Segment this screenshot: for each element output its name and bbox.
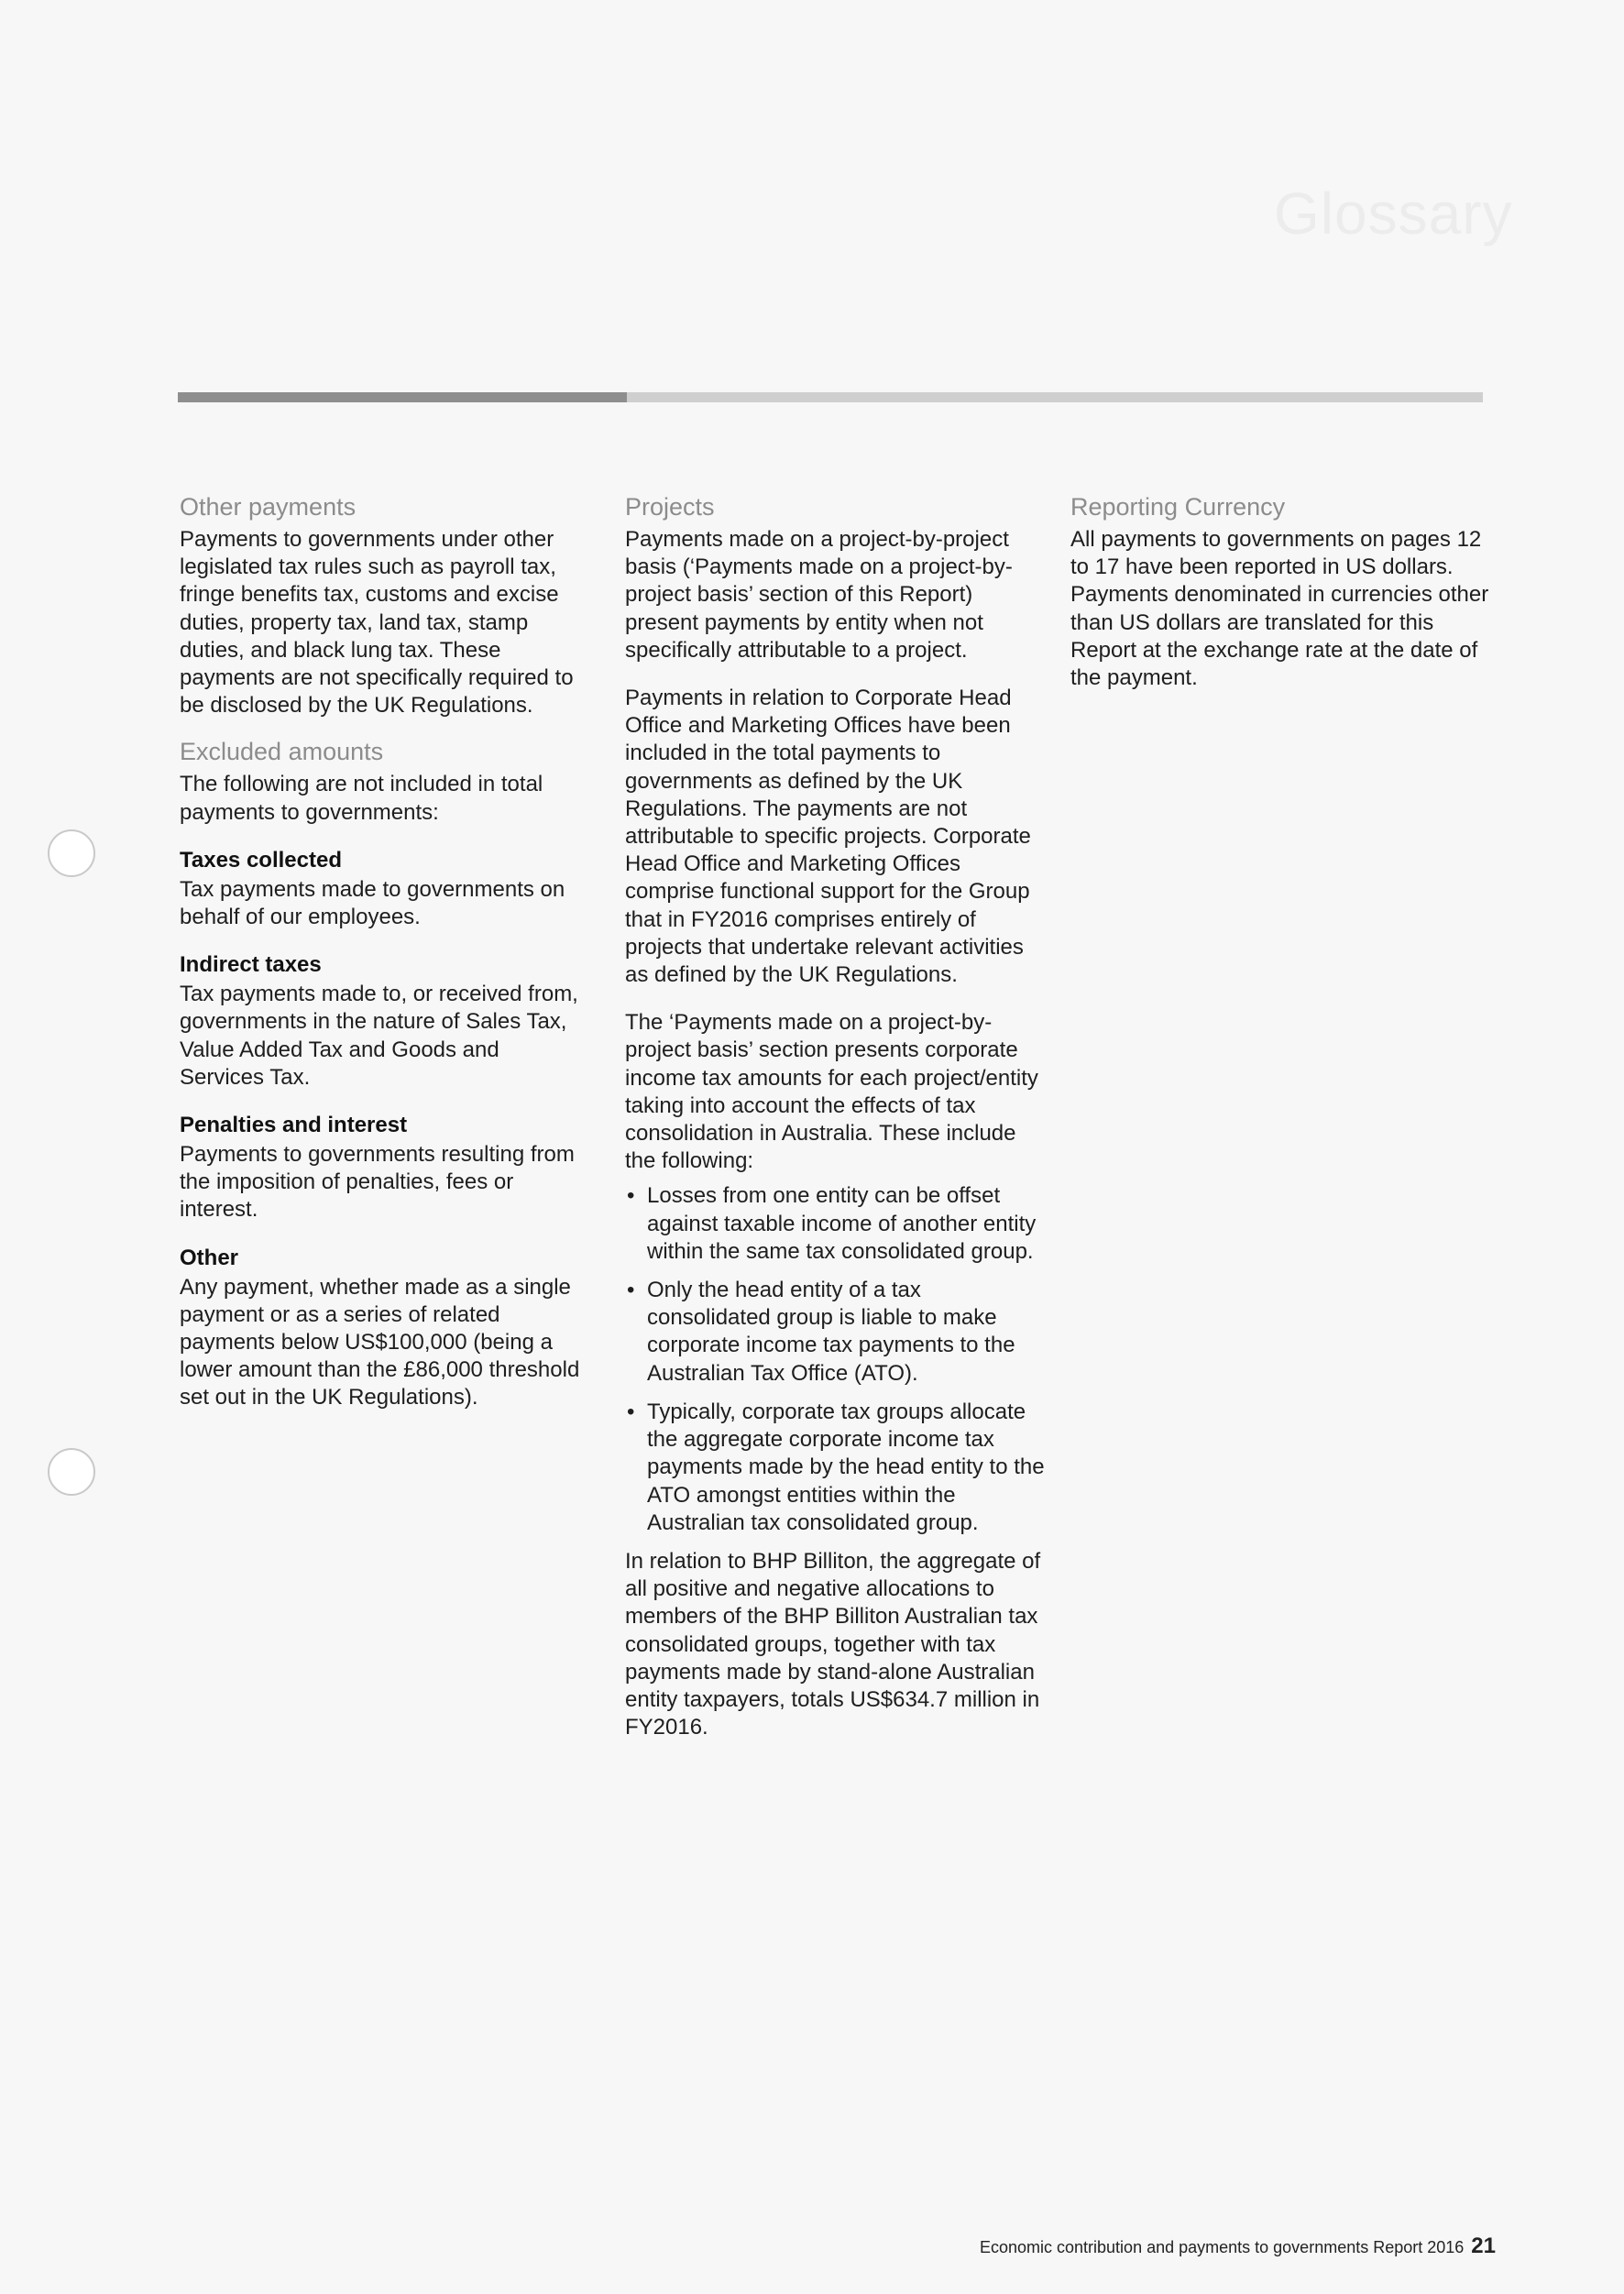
other-payments-heading: Other payments <box>180 493 357 521</box>
tax-consolidation-list <box>625 1182 1047 1536</box>
indirect-taxes-text: Tax payments made to, or received from, governments in the nature of Sales Tax, Value Added Tax and Goods and Services Tax. <box>180 982 578 1090</box>
column-right <box>1070 491 1501 692</box>
footer-report-title: Economic contribution and payments to governments Report 2016 <box>979 2238 1465 2256</box>
column-middle <box>625 491 1047 1741</box>
other-payments-text: Payments to governments under other legislated tax rules such as payroll tax, fringe benefits tax, customs and excise duties, property tax, land tax, stamp duties, and black lung tax. These payments are not specifically required to be disclosed by the UK Regulations. <box>180 527 574 719</box>
indirect-taxes-heading: Indirect taxes <box>180 952 322 978</box>
faint-show-through-title: Glossary <box>1274 181 1513 247</box>
reporting-currency-heading: Reporting Currency <box>1070 493 1286 521</box>
projects-paragraph-1: Payments made on a project-by-project basis (‘Payments made on a project-by-project basis’ section of this Report) present payments by entity when not specifically attributable to a project. <box>625 527 1013 663</box>
excluded-amounts-heading: Excluded amounts <box>180 738 384 766</box>
projects-paragraph-3: The ‘Payments made on a project-by-project basis’ section presents corporate income tax amounts for each project/entity taking into account the effects of tax consolidation in Australia. These include the following: <box>625 1010 1038 1174</box>
list-item <box>625 1182 1047 1266</box>
projects-paragraph-2: Payments in relation to Corporate Head Office and Marketing Offices have been included in the total payments to governments as defined by the UK Regulations. The payments are not attributable to specific projects. Corporate Head Office and Marketing Offices comprise functional support for the Group that in FY2016 comprises entirely of projects that undertake relevant activities as defined by the UK Regulations. <box>625 686 1031 988</box>
bullet-icon: • <box>627 1183 635 1209</box>
excluded-amounts-text: The following are not included in total payments to governments: <box>180 772 543 825</box>
bullet-icon: • <box>627 1399 635 1424</box>
taxes-collected-heading: Taxes collected <box>180 847 342 873</box>
other-heading: Other <box>180 1245 239 1270</box>
list-item <box>625 1399 1047 1537</box>
bullet-icon: • <box>627 1278 635 1303</box>
list-item-text: Typically, corporate tax groups allocate the aggregate corporate income tax payments made by the head entity to the ATO amongst entities within the Australian tax consolidated group. <box>647 1399 1045 1535</box>
penalties-interest-heading: Penalties and interest <box>180 1113 408 1138</box>
penalties-interest-text: Payments to governments resulting from the imposition of penalties, fees or interest. <box>180 1142 575 1223</box>
page-footer <box>980 2234 1496 2259</box>
header-rule-accent <box>178 392 627 402</box>
other-text: Any payment, whether made as a single payment or as a series of related payments below US$100,000 (being a lower amount than the £86,000 threshold set out in the UK Regulations). <box>180 1274 580 1410</box>
header-rule <box>178 392 1483 402</box>
punch-hole <box>48 1448 95 1496</box>
list-item-text: Losses from one entity can be offset against taxable income of another entity within the same tax consolidated group. <box>647 1183 1037 1264</box>
page-number: 21 <box>1471 2234 1496 2258</box>
column-left <box>180 491 583 1412</box>
list-item <box>625 1277 1047 1388</box>
taxes-collected-text: Tax payments made to governments on behalf of our employees. <box>180 876 565 930</box>
punch-hole <box>48 829 95 877</box>
projects-heading: Projects <box>625 493 715 521</box>
list-item-text: Only the head entity of a tax consolidated group is liable to make corporate income tax payments to the Australian Tax Office (ATO). <box>647 1278 1015 1386</box>
projects-paragraph-4: In relation to BHP Billiton, the aggregate of all positive and negative allocations to members of the BHP Billiton Australian tax consolidated groups, together with tax payments made by stand-alone Australian entity taxpayers, totals US$634.7 million in FY2016. <box>625 1548 1041 1740</box>
reporting-currency-text: All payments to governments on pages 12 to 17 have been reported in US dollars. Payments denominated in currencies other than US dollars are translated for this Report at the exchange rate at the date of the payment. <box>1070 527 1489 691</box>
